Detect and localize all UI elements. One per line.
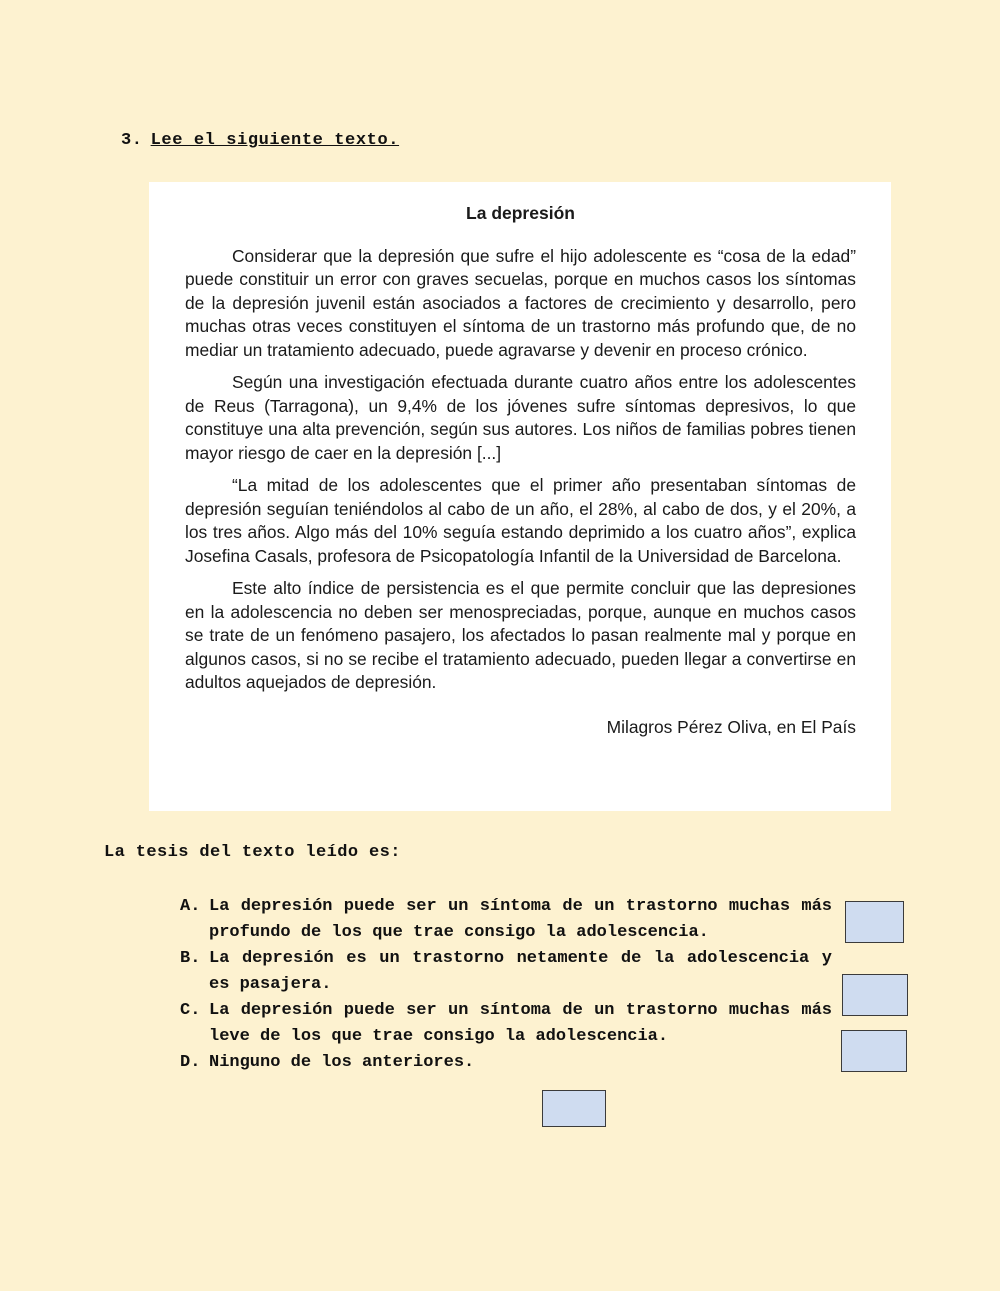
option-a bbox=[180, 894, 832, 945]
answer-box-b[interactable] bbox=[842, 974, 908, 1016]
reading-title: La depresión bbox=[466, 203, 575, 223]
question-number: 3. bbox=[121, 131, 143, 150]
option-text: La depresión es un trastorno netamente de la adolescencia y es pasajera. bbox=[209, 949, 832, 994]
option-letter: C. bbox=[180, 1001, 201, 1020]
reading-paragraph: Según una investigación efectuada durante cuatro años entre los adolescentes de Reus (Tarragona), un 9,4% de los jóvenes sufre síntomas depresivos, lo que constituye una alta prevención, según sus autores. Los niños de familias pobres tienen mayor riesgo de caer en la depresión [...] bbox=[185, 372, 856, 463]
answer-box-d[interactable] bbox=[542, 1090, 606, 1127]
option-d bbox=[180, 1050, 832, 1076]
reading-paragraph: Considerar que la depresión que sufre el hijo adolescente es “cosa de la edad” puede constituir un error con graves secuelas, porque en muchos casos los síntomas de la depresión juvenil están asociados a factores de crecimiento y desarrollo, pero muchas otras veces constituyen el síntoma de un trastorno más profundo que, de no mediar un tratamiento adecuado, puede agravarse y devenir en proceso crónico. bbox=[185, 245, 856, 360]
question-heading bbox=[121, 131, 399, 150]
thesis-prompt: La tesis del texto leído es: bbox=[104, 843, 401, 862]
options-list bbox=[180, 894, 832, 1077]
reading-passage bbox=[149, 182, 891, 811]
reading-author: Milagros Pérez Oliva, en El País bbox=[606, 716, 856, 737]
option-letter: D. bbox=[180, 1053, 201, 1072]
option-text: Ninguno de los anteriores. bbox=[209, 1053, 475, 1072]
option-b bbox=[180, 946, 832, 997]
option-text: La depresión puede ser un síntoma de un trastorno muchas más profundo de los que trae consigo la adolescencia. bbox=[209, 897, 832, 942]
option-letter: B. bbox=[180, 949, 201, 968]
reading-paragraph: Este alto índice de persistencia es el que permite concluir que las depresiones en la adolescencia no deben ser menospreciadas, porque, aunque en muchos casos se trate de un fenómeno pasajero, los afectados lo pasan realmente mal y porque en algunos casos, si no se recibe el tratamiento adecuado, pueden llegar a convertirse en adultos aquejados de depresión. bbox=[185, 578, 856, 692]
answer-box-c[interactable] bbox=[841, 1030, 907, 1072]
option-text: La depresión puede ser un síntoma de un trastorno muchas más leve de los que trae consigo la adolescencia. bbox=[209, 1001, 832, 1046]
reading-paragraph: “La mitad de los adolescentes que el primer año presentaban síntomas de depresión seguían teniéndolos al cabo de un año, el 28%, al cabo de dos, y el 20%, a los tres años. Algo más del 10% seguía estando deprimido a los cuatro años”, explica Josefina Casals, profesora de Psicopatología Infantil de la Universidad de Barcelona. bbox=[185, 475, 856, 566]
option-letter: A. bbox=[180, 897, 201, 916]
question-instruction: Lee el siguiente texto. bbox=[150, 131, 400, 150]
answer-box-a[interactable] bbox=[845, 901, 904, 943]
option-c bbox=[180, 998, 832, 1049]
